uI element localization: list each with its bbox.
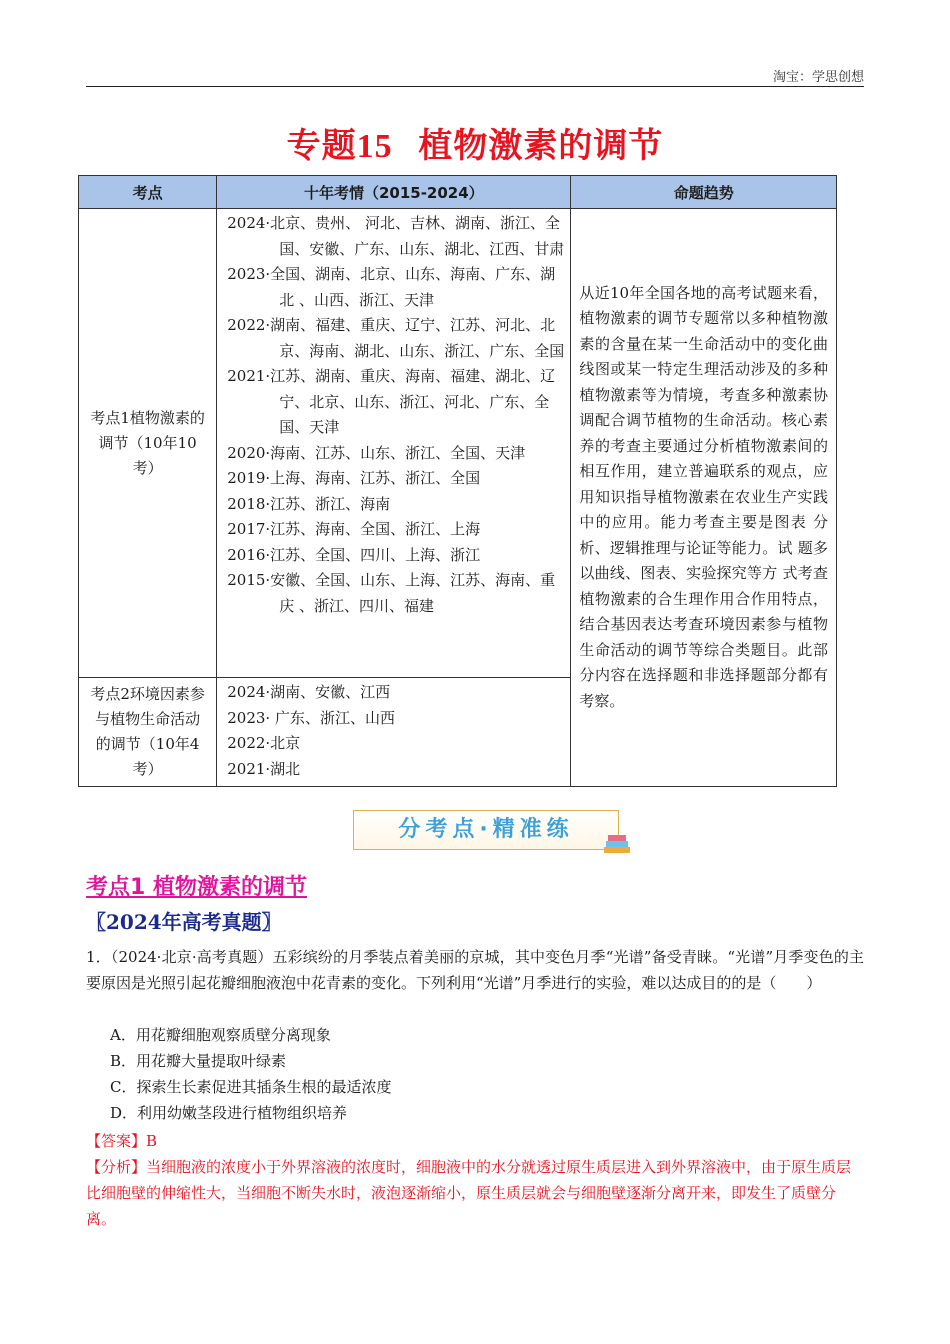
topic-cell: 考点1植物激素的调节（10年10考）	[79, 209, 217, 678]
year-entry: 2022·北京	[227, 734, 301, 752]
year-entry: 2021·湖北	[227, 759, 301, 778]
table-row	[79, 209, 837, 678]
title-text: 植物激素的调节	[418, 126, 664, 166]
question-text: 1．（2024·北京·高考真题）五彩缤纷的月季装点着美丽的京城，其中变色月季“光谱”备受青睐。“光谱”月季变色的主要原因是光照引起花瓣细胞液泡中花青素的变化。下列利用“光谱”月季进行的实验，难以达成目的的是（ ）	[86, 948, 864, 992]
analysis: 【分析】当细胞液的浓度小于外界溶液的浓度时，细胞液中的水分就透过原生质层进入到外界溶液中，由于原生质层比细胞壁的伸缩性大，当细胞不断失水时，液泡逐渐缩小，原生质层就会与细胞壁逐渐分离开来，即发生了质壁分离。	[86, 1158, 852, 1228]
exam-overview-table	[78, 175, 837, 787]
option-b: B．用花瓣大量提取叶绿素	[110, 1052, 287, 1070]
trend-cell: 从近10年全国各地的高考试题来看，植物激素的调节专题常以多种植物激素的含量在某一生命活动中的变化曲线图或某一特定生理活动涉及的多种植物激素等为情境，考查多种激素协调配合调节植物的生命活动。核心素养的考查主要通过分析植物激素间的相互作用，建立普遍联系的观点，应用知识指导植物激素在农业生产实践中的应用。能力考查主要是图表 分析、逻辑推理与论证等能力。试 题多以曲线、图表、实验探究等方 式考查植物激素的合生理作用合作用特点，结合基因表达考查环境因素参与植物生命活动的调节等综合类题目。此部分内容在选择题和非选择题部分都有考察。	[571, 209, 837, 787]
year-entry: 2017·江苏、海南、全国、浙江、上海	[227, 520, 481, 538]
kaodian-title: 考点1 植物激素的调节	[86, 875, 307, 900]
section-title: 〖2024年高考真题〗	[86, 910, 282, 934]
years-cell	[217, 678, 571, 787]
option-c: C．探索生长素促进其插条生根的最适浓度	[110, 1078, 392, 1096]
year-entry: 2023·全国、湖南、北京、山东、海南、广东、湖北 、山西、浙江、天津	[227, 265, 556, 309]
option-d: D．利用幼嫩茎段进行植物组织培养	[110, 1104, 348, 1122]
year-entry: 2024·湖南、安徽、江西	[227, 683, 391, 701]
year-entry: 2022·湖南、福建、重庆、辽宁、江苏、河北、北京、海南、湖北、山东、浙江、广东、全国	[227, 316, 565, 360]
table-header-row	[79, 176, 837, 209]
year-entry: 2021·江苏、湖南、重庆、海南、福建、湖北、辽宁、北京、山东、浙江、河北、广东、全国、天津	[227, 367, 556, 436]
year-entry: 2023· 广东、浙江、山西	[227, 708, 395, 727]
header-topic: 考点	[79, 176, 217, 209]
option-a: A．用花瓣细胞观察质壁分离现象	[110, 1026, 331, 1044]
header-brand: 淘宝：学思创想	[772, 70, 864, 85]
header-divider	[86, 86, 864, 87]
year-entry: 2015·安徽、全国、山东、上海、江苏、海南、重庆 、浙江、四川、福建	[227, 571, 556, 615]
topic-cell: 考点2环境因素参与植物生命活动的调节（10年4考）	[79, 678, 217, 787]
years-cell	[217, 209, 571, 678]
practice-banner: 分考点·精准练	[353, 810, 619, 850]
year-entry: 2019·上海、海南、江苏、浙江、全国	[227, 469, 481, 487]
title-prefix: 专题	[286, 126, 357, 166]
header-trend: 命题趋势	[571, 176, 837, 209]
page-title	[0, 118, 950, 167]
year-entry: 2016·江苏、全国、四川、上海、浙江	[227, 545, 481, 564]
title-number: 15	[356, 128, 393, 165]
year-entry: 2018·江苏、浙江、海南	[227, 494, 391, 513]
year-entry: 2020·海南、江苏、山东、浙江、全国、天津	[227, 443, 526, 462]
year-entry: 2024·北京、贵州、 河北、吉林、湖南、浙江、全国、安徽、广东、山东、湖北、江西、甘肃	[227, 214, 565, 258]
header-years: 十年考情（2015-2024）	[217, 176, 571, 209]
answer: 【答案】B	[86, 1132, 158, 1150]
books-icon	[602, 833, 632, 855]
